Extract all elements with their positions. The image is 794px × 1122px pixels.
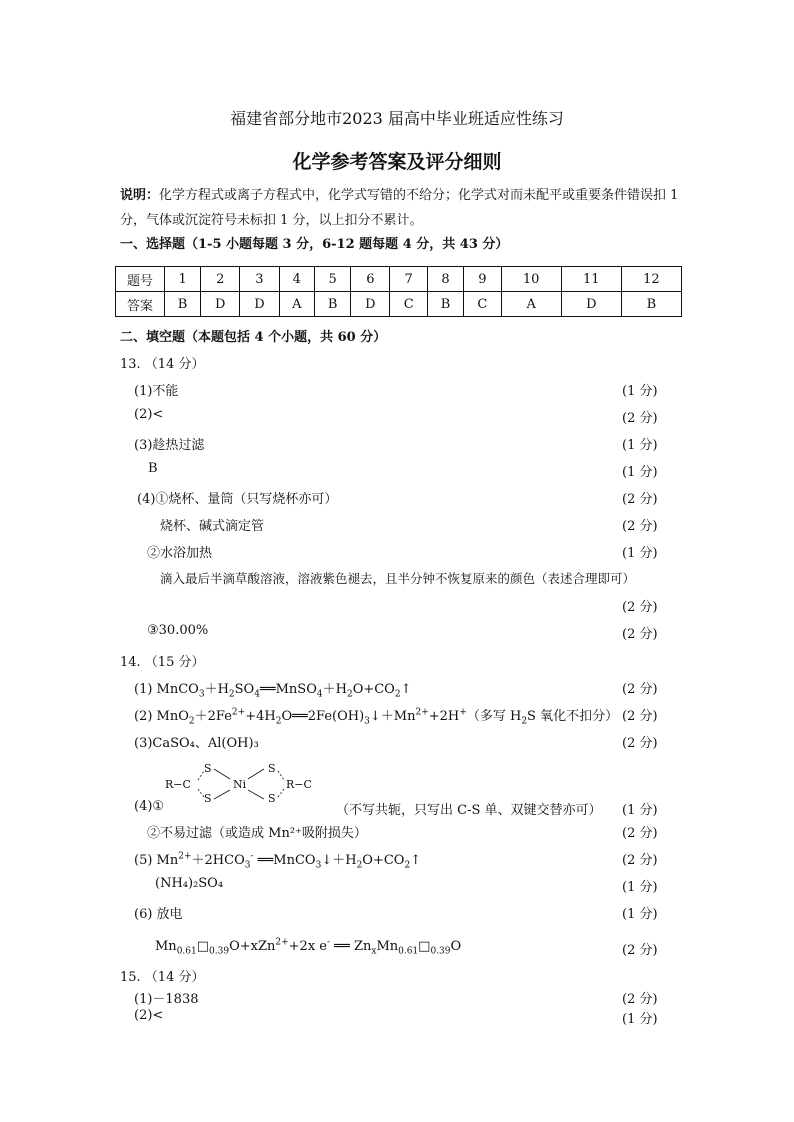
q14-answer-3: (3)CaSO₄、Al(OH)₃ [134, 736, 259, 751]
note-text: 化学方程式或离子方程式中，化学式写错的不给分；化学式对而未配平或重要条件错误扣 1 分，气体或沉淀符号未标扣 1 分，以上扣分不累计。 [120, 188, 679, 228]
q13-score-6: (2 分) [622, 519, 658, 534]
q14-answer-5b: (NH₄)₂SO₄ [155, 876, 224, 891]
q13-score-8: (2 分) [622, 600, 658, 615]
q15-answer-1: (1)－1838 [134, 992, 199, 1007]
nickel-dithiolene-structure [160, 760, 330, 810]
table-cell: 2 [201, 267, 240, 292]
q13-score-9: (2 分) [622, 627, 658, 642]
structure-label-s: S [268, 762, 276, 775]
table-cell: A [501, 292, 561, 317]
q14-score-4b: (2 分) [622, 826, 658, 841]
q13-score-7: (1 分) [622, 546, 658, 561]
q13-score-5: (2 分) [622, 492, 658, 507]
answer-table [115, 266, 682, 317]
q13-answer-7: ②水浴加热 [147, 546, 213, 561]
document-subtitle: 化学参考答案及评分细则 [292, 151, 502, 173]
structure-label-s: S [204, 792, 212, 805]
table-row [116, 267, 682, 292]
table-cell: 8 [427, 267, 463, 292]
q14-score-4a: (1 分) [622, 803, 658, 818]
table-cell: D [201, 292, 240, 317]
q13-answer-1: (1)不能 [134, 384, 179, 399]
table-cell: 3 [240, 267, 279, 292]
q13-answer-2: (2)< [134, 407, 164, 422]
table-cell: A [279, 292, 315, 317]
q13-answer-5: (4)①烧杯、量筒（只写烧杯亦可） [137, 492, 338, 507]
q13-answer-3: (3)趁热过滤 [134, 438, 205, 453]
section-1-heading: 一、选择题（1-5 小题每题 3 分，6-12 题每题 4 分，共 43 分） [120, 237, 509, 252]
table-cell: 11 [561, 267, 621, 292]
q15-score-1: (2 分) [622, 992, 658, 1007]
table-cell: B [315, 292, 351, 317]
q13-answer-9: ③30.00% [147, 623, 209, 638]
table-cell: 7 [390, 267, 428, 292]
table-cell: C [390, 292, 428, 317]
q15-score-2: (1 分) [622, 1012, 658, 1027]
q13-answer-8: 滴入最后半滴草酸溶液，溶液紫色褪去，且半分钟不恢复原来的颜色（表述合理即可） [160, 571, 636, 586]
table-cell: 9 [464, 267, 502, 292]
table-cell: D [561, 292, 621, 317]
table-cell: 5 [315, 267, 351, 292]
table-cell: D [240, 292, 279, 317]
table-cell: C [464, 292, 502, 317]
section-2-heading: 二、填空题（本题包括 4 个小题，共 60 分） [120, 330, 387, 345]
table-cell: 6 [351, 267, 390, 292]
structure-label-ni: Ni [233, 778, 247, 791]
q14-answer-4b: ②不易过滤（或造成 Mn²⁺吸附损失） [147, 826, 367, 841]
table-cell: 4 [279, 267, 315, 292]
table-row [116, 292, 682, 317]
q14-score-6b: (2 分) [622, 943, 658, 958]
q15-answer-2: (2)< [134, 1008, 164, 1023]
q15-heading: 15. （14 分） [120, 970, 205, 985]
q13-score-2: (2 分) [622, 411, 658, 426]
structure-label-s: S [268, 792, 276, 805]
q14-equation-1: (1) $MnCO_3+H_2SO_4══MnSO_4+H_2O+CO_2↑$ [134, 682, 412, 700]
q14-score-6a: (1 分) [622, 907, 658, 922]
structure-label-rc-left: R−C [165, 778, 191, 791]
table-cell: B [165, 292, 201, 317]
q13-score-1: (1 分) [622, 384, 658, 399]
q14-score-3: (2 分) [622, 736, 658, 751]
q13-answer-4: B [148, 461, 158, 476]
table-cell: B [427, 292, 463, 317]
q13-heading: 13. （14 分） [120, 357, 205, 372]
q13-score-4: (1 分) [622, 465, 658, 480]
q13-score-3: (1 分) [622, 438, 658, 453]
note-label: 说明： [120, 188, 160, 203]
q14-answer-4a: (4)① [134, 799, 165, 814]
table-cell: D [351, 292, 390, 317]
q13-answer-6: 烧杯、碱式滴定管 [160, 519, 265, 534]
table-cell: 12 [621, 267, 681, 292]
q14-equation-6: $Mn_{0.61}□_{0.39}O+xZn^{2+}+2x$ e- ══ $Zn_xMn_{0.61}□_{0.39}O$ [155, 937, 462, 957]
q14-score-1: (2 分) [622, 682, 658, 697]
q14-heading: 14. （15 分） [120, 655, 205, 670]
q14-score-5a: (2 分) [622, 853, 658, 868]
q14-score-5b: (1 分) [622, 880, 658, 895]
q14-score-2: (2 分) [622, 709, 658, 724]
table-cell: 10 [501, 267, 561, 292]
structure-label-rc-right: R−C [286, 778, 312, 791]
table-cell: 1 [165, 267, 201, 292]
table-cell: B [621, 292, 681, 317]
q14-equation-5: (5) $Mn^{2+}+2HCO_3^-$ $══MnCO_3↓+H_2O+CO_2↑$ [134, 851, 422, 871]
q14-equation-2: (2) $MnO_2+2Fe^{2+}+4H_2O══2Fe(OH)_3↓+Mn^{2+}+2H^+$（多写 $H_2S$ 氧化不扣分） [134, 707, 619, 727]
table-header-cell: 题号 [116, 267, 165, 292]
structure-label-s: S [204, 762, 212, 775]
document-title: 福建省部分地市2023 届高中毕业班适应性练习 [230, 109, 564, 128]
table-header-cell: 答案 [116, 292, 165, 317]
q14-answer-4a-note: （不写共轭，只写出 C-S 单、双键交替亦可） [336, 803, 602, 818]
instructions-note [120, 183, 690, 233]
q14-answer-6a: (6) 放电 [134, 907, 183, 922]
